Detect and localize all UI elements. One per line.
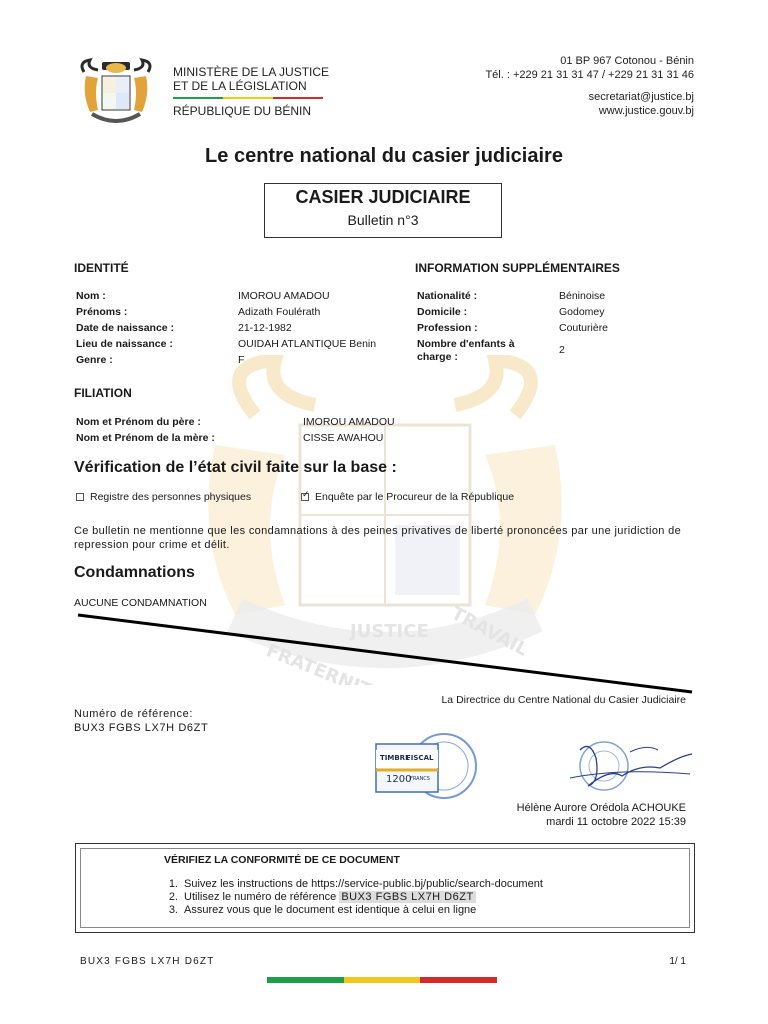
notice-text: Ce bulletin ne mentionne que les condamnations à des peines privatives de liberté prononcées par une juridiction de repression pour crime et délit.	[74, 525, 682, 551]
stamp-amount: 1200	[386, 774, 412, 785]
step-text: Utilisez le numéro de référence	[184, 891, 337, 903]
verification-option-label: Registre des personnes physiques	[90, 491, 252, 503]
condamnations-heading: Condamnations	[74, 564, 195, 581]
verify-step	[164, 904, 543, 917]
filiation-value: IMOROU AMADOU	[303, 416, 395, 428]
verification-heading: Vérification de l’état civil faite sur la base :	[74, 459, 397, 476]
signer-block	[517, 801, 686, 829]
identite-label: Lieu de naissance :	[76, 338, 173, 350]
identite-label: Genre :	[76, 354, 113, 366]
website-link[interactable]: www.justice.gouv.bj	[598, 105, 694, 117]
phone: Tél. : +229 21 31 31 47 / +229 21 31 31 46	[485, 69, 694, 81]
identite-label: Nom :	[76, 290, 106, 302]
identite-value: OUIDAH ATLANTIQUE Benin	[238, 338, 377, 350]
verify-heading: VÉRIFIEZ LA CONFORMITÉ DE CE DOCUMENT	[164, 854, 400, 866]
filiation-label: Nom et Prénom de la mère :	[76, 432, 215, 444]
information-label: Nationalité :	[417, 290, 478, 302]
verify-box	[75, 843, 695, 933]
identite-value: IMOROU AMADOU	[238, 290, 330, 302]
bulletin-subheading: Bulletin n°3	[347, 212, 419, 228]
identite-label: Date de naissance :	[76, 322, 175, 334]
handwritten-signature	[560, 738, 695, 798]
information-value: 2	[559, 344, 565, 356]
footer-flag-bar	[267, 977, 497, 983]
bulletin-heading: CASIER JUDICIAIRE	[295, 187, 471, 207]
filiation-label: Nom et Prénom du père :	[76, 416, 201, 428]
signatory-title: La Directrice du Centre National du Casier Judiciaire	[441, 694, 686, 706]
signature-date: mardi 11 octobre 2022 15:39	[546, 816, 686, 828]
identite-value: Adizath Foulérath	[238, 306, 321, 318]
ministry-line-1: MINISTÈRE DE LA JUSTICE	[173, 65, 330, 79]
official-stamp	[372, 730, 492, 805]
information-label-line-2: charge :	[417, 351, 458, 363]
step-text: Assurez vous que le document est identique à celui en ligne	[184, 904, 477, 916]
filiation-value: CISSE AWAHOU	[303, 432, 384, 444]
identite-label: Prénoms :	[76, 306, 128, 318]
stamp-currency: FRANCS	[410, 776, 430, 782]
email-link[interactable]: secretariat@justice.bj	[588, 91, 694, 103]
information-label: Profession :	[417, 322, 478, 334]
identite-heading: IDENTITÉ	[74, 261, 129, 275]
identite-value: F	[238, 354, 245, 366]
verify-step	[164, 878, 543, 891]
stamp-line-1: TIMBRE	[380, 754, 410, 762]
step-number: 3.	[168, 904, 178, 916]
address: 01 BP 967 Cotonou - Bénin	[560, 55, 694, 67]
footer-reference: BUX3 FGBS LX7H D6ZT	[80, 956, 215, 967]
information-label: Domicile :	[417, 306, 468, 318]
verify-steps	[164, 878, 543, 917]
reference-block	[74, 707, 208, 735]
verify-step	[164, 891, 543, 904]
page-number: 1/ 1	[669, 956, 686, 967]
reference-highlight: BUX3 FGBS LX7H D6ZT	[341, 891, 474, 903]
reference-value: BUX3 FGBS LX7H D6ZT	[74, 722, 209, 734]
step-number: 1.	[168, 878, 178, 890]
step-number: 2.	[168, 891, 178, 903]
identite-value: 21-12-1982	[238, 322, 292, 334]
condamnations-value: AUCUNE CONDAMNATION	[74, 597, 207, 609]
information-value: Godomey	[559, 306, 605, 318]
information-heading: INFORMATION SUPPLÉMENTAIRES	[415, 261, 620, 275]
page-title: Le centre national du casier judiciaire	[205, 145, 563, 167]
watermark-word-1: FRATERNITE	[263, 640, 386, 685]
ministry-line-2: ET DE LA LÉGISLATION	[173, 79, 307, 93]
republic-label: RÉPUBLIQUE DU BÉNIN	[173, 104, 312, 118]
watermark-word-3: TRAVAIL	[447, 602, 532, 661]
reference-label: Numéro de référence:	[74, 708, 193, 720]
watermark-word-2: JUSTICE	[350, 621, 429, 642]
stamp-line-2: FISCAL	[406, 754, 434, 762]
step-text: Suivez les instructions de https://service-public.bj/public/search-document	[184, 878, 543, 890]
information-label-line-1: Nombre d'enfants à	[417, 338, 515, 350]
filiation-heading: FILIATION	[74, 386, 132, 400]
verification-option-label: Enquête par le Procureur de la République	[315, 491, 515, 503]
information-value: Béninoise	[559, 290, 606, 302]
signer-name: Hélène Aurore Orédola ACHOUKE	[516, 802, 686, 814]
information-value: Couturière	[559, 322, 609, 334]
